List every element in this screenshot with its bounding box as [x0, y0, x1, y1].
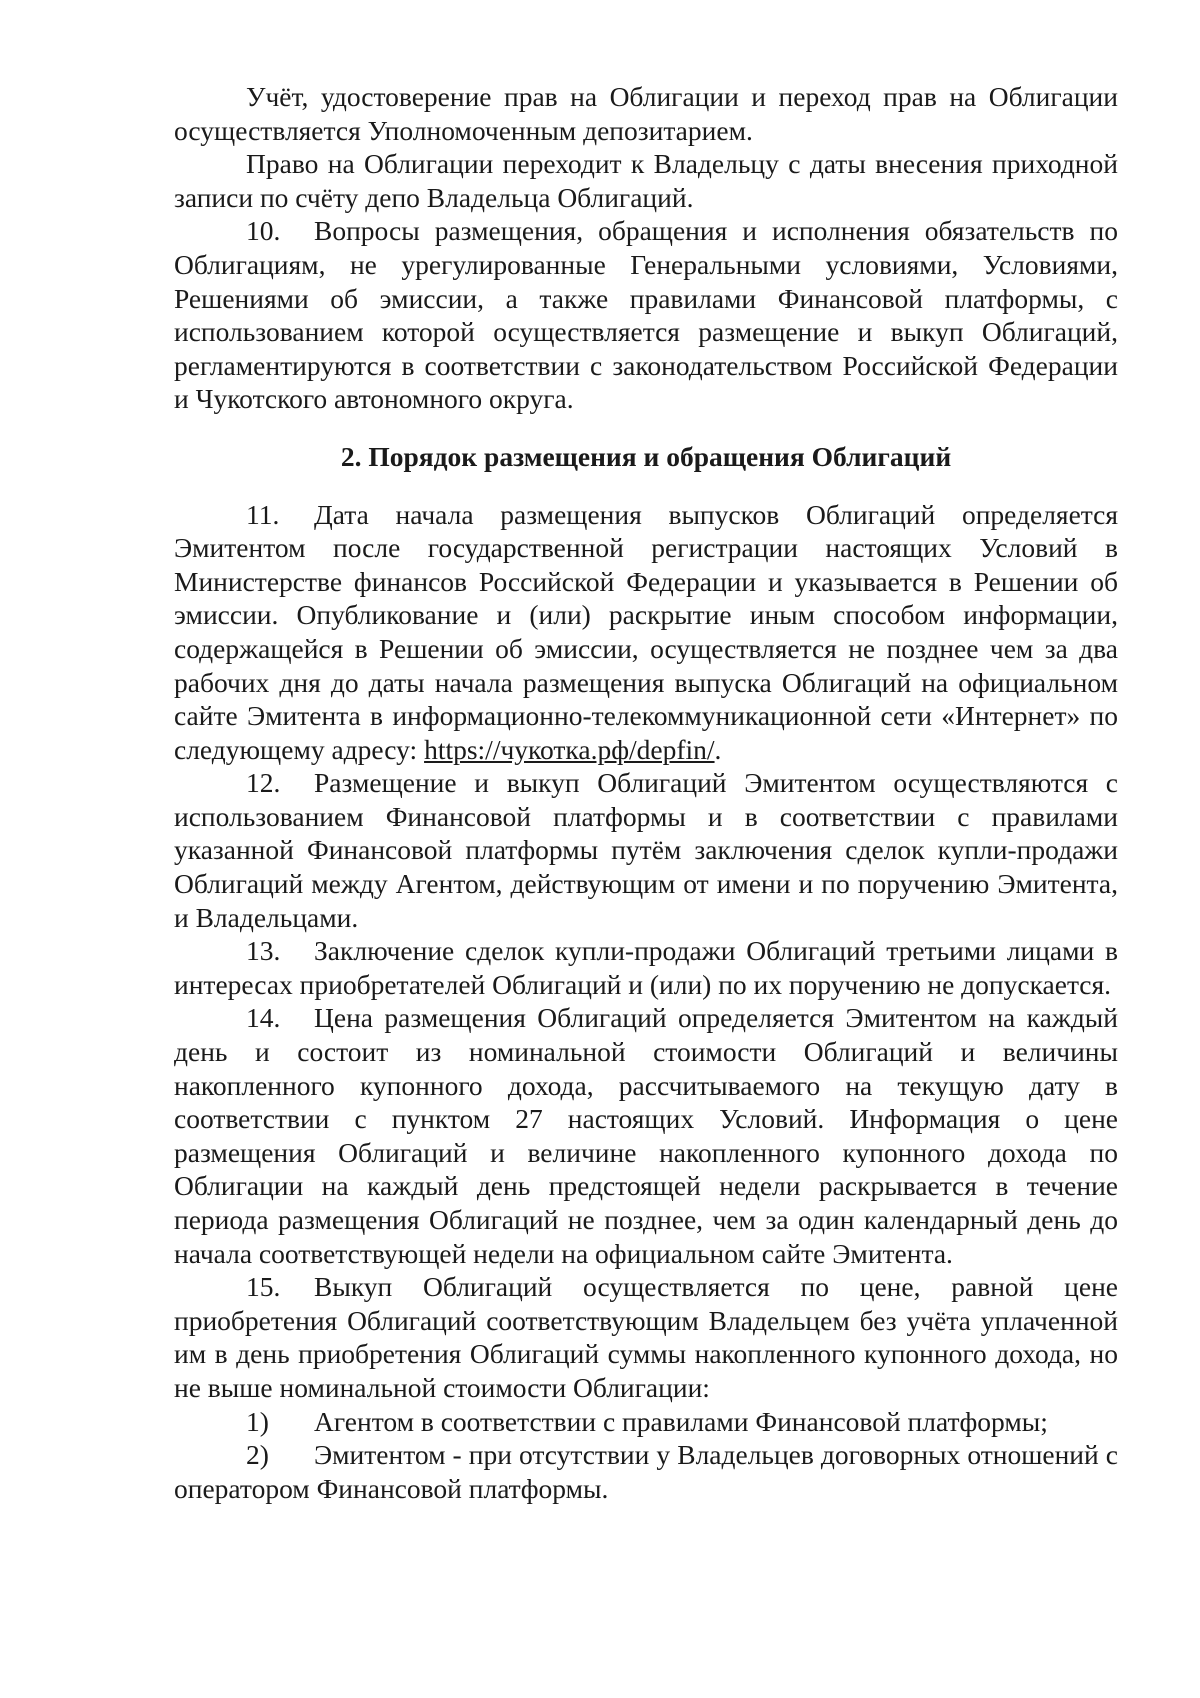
clause-text: Выкуп Облигаций осуществляется по цене, равной цене приобретения Облигаций соответствующим Владельцем без учёта уплаченной им в день приобретения Облигаций суммы накопленного купонного дохода, но не выше номинальной стоимости Облигации:: [174, 1271, 1118, 1403]
clause-11: [174, 498, 1118, 767]
clause-10: [174, 214, 1118, 416]
clause-number: 15.: [246, 1271, 281, 1303]
sub-item-text: Агентом в соответствии с правилами Финансовой платформы;: [314, 1405, 1048, 1437]
paragraph-ownership-transfer: Право на Облигации переходит к Владельцу с даты внесения приходной записи по счёту депо Владельца Облигаций.: [174, 148, 1118, 213]
sub-item-number: 1): [246, 1405, 269, 1437]
clause-15: [174, 1270, 1118, 1404]
clause-14: [174, 1001, 1118, 1270]
clause-text: Дата начала размещения выпусков Облигаций определяется Эмитентом после государственной регистрации настоящих Условий в Министерстве финансов Российской Федерации и указывается в Решении об эмиссии. Опубликование и (или) раскрытие иным способом информации, содержащейся в Решении об эмиссии, осуществляется не позднее чем за два рабочих дня до даты начала размещения выпуска Облигаций на официальном сайте Эмитента в информационно-телекоммуникационной сети «Интернет» по следующему адресу:: [174, 498, 1118, 765]
clause-number: 12.: [246, 767, 281, 799]
clause-12: [174, 766, 1118, 934]
clause-number: 10.: [246, 215, 281, 247]
clause-text: Цена размещения Облигаций определяется Эмитентом на каждый день и состоит из номинальной стоимости Облигаций и величины накопленного купонного дохода, рассчитываемого на текущую дату в соответствии с пунктом 27 настоящих Условий. Информация о цене размещения Облигаций и величине накопленного купонного дохода по Облигации на каждый день предстоящей недели раскрывается в течение периода размещения Облигаций не позднее, чем за один календарный день до начала соответствующей недели на официальном сайте Эмитента.: [174, 1002, 1118, 1269]
section-heading: 2. Порядок размещения и обращения Облигаций: [340, 440, 952, 472]
sub-item-number: 2): [246, 1439, 269, 1471]
sub-item-2: [174, 1438, 1118, 1505]
depfin-link[interactable]: https://чукотка.рф/depfin/: [424, 733, 715, 765]
clause-text: Вопросы размещения, обращения и исполнения обязательств по Облигациям, не урегулированные Генеральными условиями, Условиями, Решениями об эмиссии, а также правилами Финансовой платформы, с использованием которой осуществляется размещение и выкуп Облигаций, регламентируются в соответствии с законодательством Российской Федерации и Чукотского автономного округа.: [174, 215, 1118, 415]
document-page: [174, 80, 1118, 1505]
sub-item-text: Эмитентом - при отсутствии у Владельцев договорных отношений с оператором Финансовой платформы.: [174, 1439, 1118, 1504]
sub-item-1: [174, 1405, 1118, 1439]
paragraph-accounting: Учёт, удостоверение прав на Облигации и переход прав на Облигации осуществляется Уполномоченным депозитарием.: [174, 81, 1118, 146]
clause-text: Размещение и выкуп Облигаций Эмитентом осуществляются с использованием Финансовой платформы и в соответствии с правилами указанной Финансовой платформы путём заключения сделок купли-продажи Облигаций между Агентом, действующим от имени и по поручению Эмитента, и Владельцами.: [174, 767, 1118, 933]
clause-tail: .: [714, 733, 722, 765]
clause-text: Заключение сделок купли-продажи Облигаций третьими лицами в интересах приобретателей Облигаций и (или) по их поручению не допускается.: [174, 935, 1118, 1000]
clause-number: 13.: [246, 935, 281, 967]
clause-13: [174, 934, 1118, 1001]
clause-number: 14.: [246, 1002, 281, 1034]
clause-number: 11.: [246, 498, 280, 530]
